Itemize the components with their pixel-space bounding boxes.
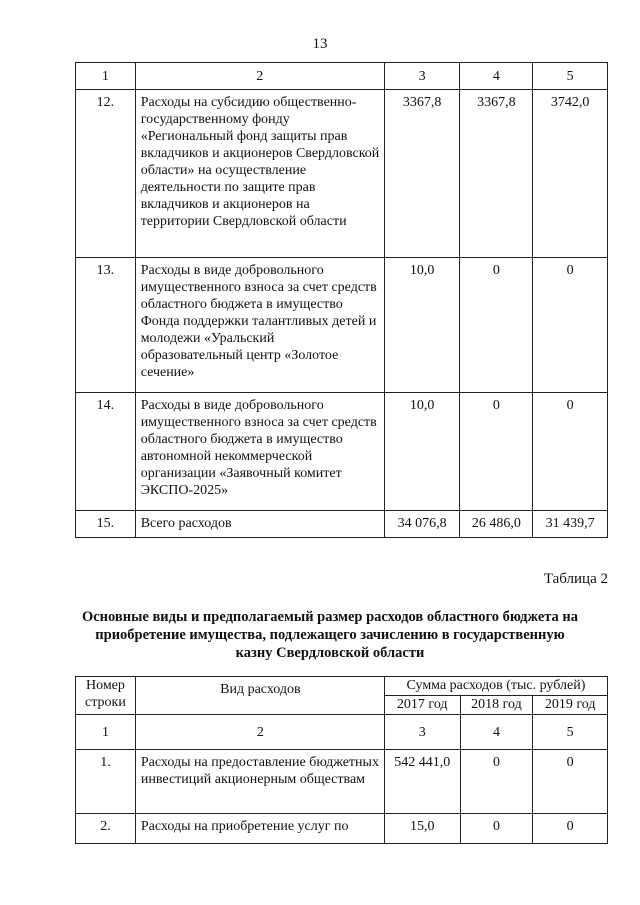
- value-2017: 3367,8: [384, 90, 460, 258]
- value-2018: 0: [460, 814, 533, 844]
- table-header-row: [76, 677, 608, 696]
- value-2019: 0: [533, 750, 608, 814]
- value-2017: 15,0: [384, 814, 460, 844]
- row-description: Расходы на приобретение услуг по: [135, 814, 384, 844]
- expenses-table-continued: [75, 62, 608, 538]
- header-cell: 4: [460, 63, 533, 90]
- header-sum: Сумма расходов (тыс. рублей): [384, 677, 607, 696]
- table-row: [76, 393, 608, 511]
- value-2019: 31 439,7: [533, 511, 608, 538]
- header-cell: 3: [384, 63, 460, 90]
- property-expenses-table: [75, 676, 608, 844]
- index-cell: 4: [460, 715, 533, 750]
- table-index-row: [76, 715, 608, 750]
- table-row: [76, 814, 608, 844]
- header-year: 2017 год: [384, 696, 460, 715]
- row-description: Всего расходов: [135, 511, 384, 538]
- row-number: 14.: [76, 393, 136, 511]
- page-number: 13: [312, 36, 328, 52]
- header-cell: 5: [533, 63, 608, 90]
- index-cell: 2: [135, 715, 384, 750]
- value-2017: 34 076,8: [384, 511, 460, 538]
- index-cell: 1: [76, 715, 136, 750]
- value-2019: 3742,0: [533, 90, 608, 258]
- value-2018: 26 486,0: [460, 511, 533, 538]
- row-number: 1.: [76, 750, 136, 814]
- value-2019: 0: [533, 258, 608, 393]
- value-2019: 0: [533, 393, 608, 511]
- table-row: [76, 90, 608, 258]
- table-label: Таблица 2: [543, 571, 608, 587]
- header-cell: 1: [76, 63, 136, 90]
- value-2017: 10,0: [384, 258, 460, 393]
- value-2018: 3367,8: [460, 90, 533, 258]
- header-year: 2018 год: [460, 696, 533, 715]
- index-cell: 5: [533, 715, 608, 750]
- table-row: [76, 258, 608, 393]
- table-header-row: [76, 63, 608, 90]
- row-description: Расходы в виде добровольного имущественного взноса за счет средств областного бюджета в имущество автономной некоммерческой организации «Заявочный комитет ЭКСПО-2025»: [135, 393, 384, 511]
- header-number-line2: строки: [85, 695, 126, 710]
- value-2018: 0: [460, 393, 533, 511]
- value-2017: 542 441,0: [384, 750, 460, 814]
- table-row: [76, 750, 608, 814]
- row-description: Расходы на предоставление бюджетных инвестиций акционерным обществам: [135, 750, 384, 814]
- header-number-line1: Номер: [85, 678, 125, 693]
- row-number: 12.: [76, 90, 136, 258]
- row-number: 15.: [76, 511, 136, 538]
- value-2018: 0: [460, 258, 533, 393]
- index-cell: 3: [384, 715, 460, 750]
- header-year: 2019 год: [533, 696, 608, 715]
- header-cell: 2: [135, 63, 384, 90]
- value-2018: 0: [460, 750, 533, 814]
- table-row-total: [76, 511, 608, 538]
- row-description: Расходы на субсидию общественно-государственному фонду «Региональный фонд защиты прав вкладчиков и акционеров Свердловской области» на осуществление деятельности по защите прав вкладчиков и акционеров на территории Свердловской области: [135, 90, 384, 258]
- table-title: Основные виды и предполагаемый размер расходов областного бюджета на приобретение имущества, подлежащего зачислению в государственную казну Свердловской области: [81, 609, 579, 661]
- value-2017: 10,0: [384, 393, 460, 511]
- row-description: Расходы в виде добровольного имущественного взноса за счет средств областного бюджета в имущество Фонда поддержки талантливых детей и молодежи «Уральский образовательный центр «Золотое сечение»: [135, 258, 384, 393]
- row-number: 2.: [76, 814, 136, 844]
- row-number: 13.: [76, 258, 136, 393]
- value-2019: 0: [533, 814, 608, 844]
- header-number: [76, 677, 136, 715]
- header-type: Вид расходов: [135, 677, 384, 715]
